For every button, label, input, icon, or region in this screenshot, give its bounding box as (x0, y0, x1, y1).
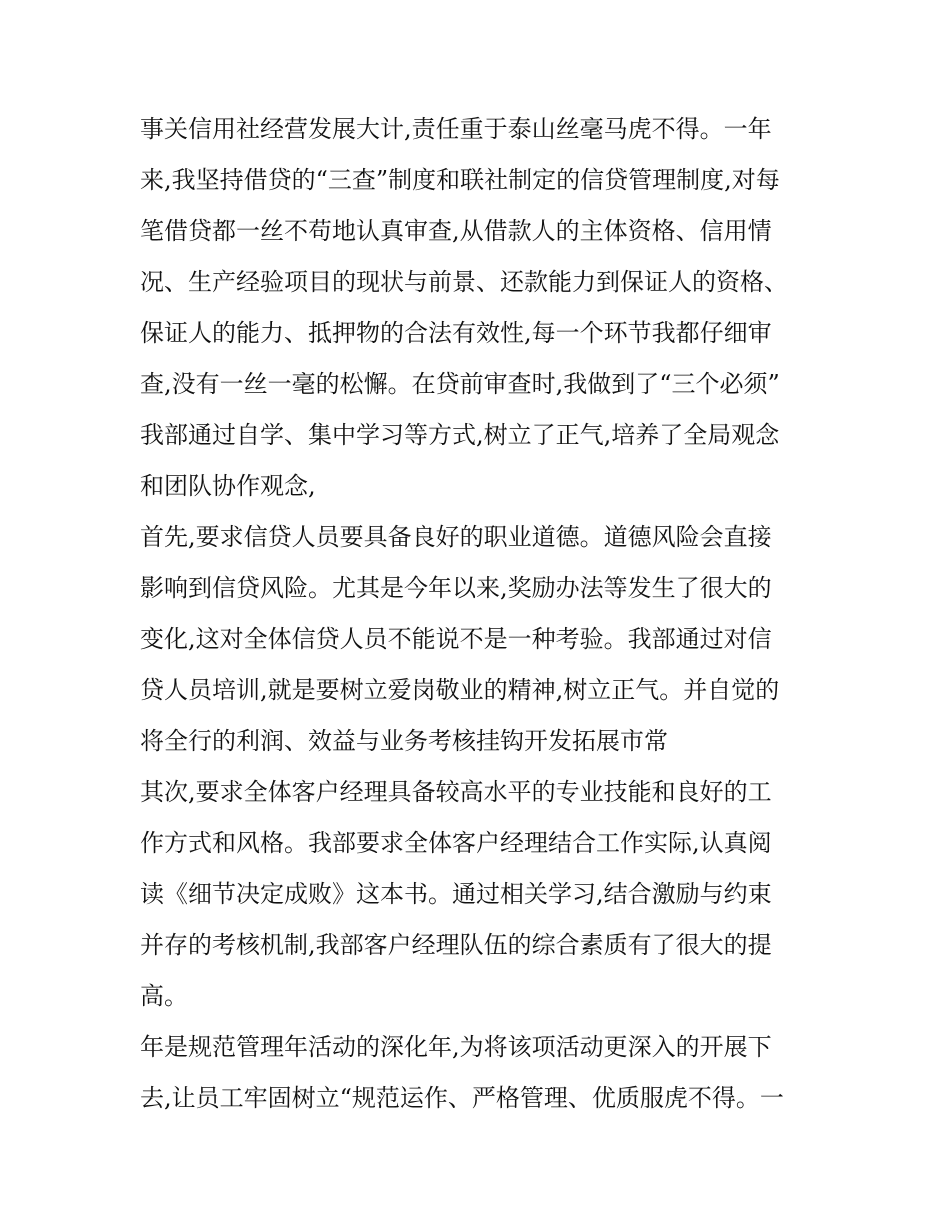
text-line: 影响到信贷风险。尤其是今年以来,奖励办法等发生了很大的 (140, 574, 772, 602)
text-line: 读《细节决定成败》这本书。通过相关学习,结合激励与约束 (140, 880, 772, 908)
text-line: 况、生产经验项目的现状与前景、还款能力到保证人的资格、 (140, 268, 788, 296)
body-text (140, 104, 820, 1124)
text-line: 高。 (140, 982, 188, 1010)
text-line: 去,让员工牢固树立“规范运作、严格管理、优质服虎不得。一 (140, 1084, 784, 1112)
text-line: 变化,这对全体信贷人员不能说不是一种考验。我部通过对信 (140, 625, 772, 653)
text-line: 查,没有一丝一毫的松懈。在贷前审查时,我做到了“三个必须” (140, 370, 780, 398)
text-line: 事关信用社经营发展大计,责任重于泰山丝毫马虎不得。一年 (140, 115, 772, 143)
text-line: 年是规范管理年活动的深化年,为将该项活动更深入的开展下 (140, 1033, 772, 1061)
text-line: 作方式和风格。我部要求全体客户经理结合工作实际,认真阅 (140, 829, 772, 857)
text-line: 笔借贷都一丝不苟地认真审查,从借款人的主体资格、信用情 (140, 217, 772, 245)
text-line: 保证人的能力、抵押物的合法有效性,每一个环节我都仔细审 (140, 319, 772, 347)
text-line: 和团队协作观念, (140, 472, 316, 500)
text-line: 首先,要求信贷人员要具备良好的职业道德。道德风险会直接 (140, 523, 772, 551)
text-line: 来,我坚持借贷的“三查”制度和联社制定的信贷管理制度,对每 (140, 166, 780, 194)
text-line: 我部通过自学、集中学习等方式,树立了正气,培养了全局观念 (140, 421, 780, 449)
text-line: 其次,要求全体客户经理具备较高水平的专业技能和良好的工 (140, 778, 772, 806)
text-line: 并存的考核机制,我部客户经理队伍的综合素质有了很大的提 (140, 931, 772, 959)
text-line: 将全行的利润、效益与业务考核挂钩开发拓展市常 (140, 727, 668, 755)
text-line: 贷人员培训,就是要树立爱岗敬业的精神,树立正气。并自觉的 (140, 676, 780, 704)
